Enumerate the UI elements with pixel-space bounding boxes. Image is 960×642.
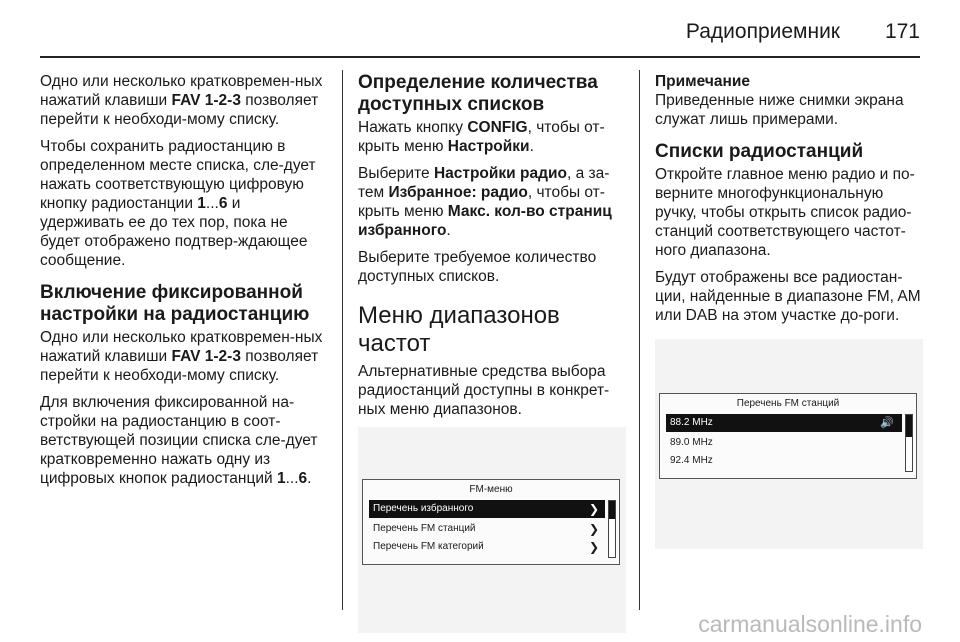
text: Одно или несколько кратковремен-ных нажатий клавиши xyxy=(40,73,323,109)
text: Нажать кнопку xyxy=(358,119,468,136)
watermark: carmanualsonline.info xyxy=(698,611,922,637)
paragraph xyxy=(40,72,328,129)
fm-station-list-screenshot xyxy=(655,339,923,549)
section-heading: Определение количества доступных списков xyxy=(358,72,598,115)
paragraph xyxy=(40,137,328,270)
text: Для включения фиксированной на-стройки на радиостанцию в соот-ветствующей позиции списка сле-дует кратковременно нажать одну из цифровых кнопок радиостанций xyxy=(40,394,318,487)
text: . xyxy=(446,222,451,239)
note-title: Примечание xyxy=(655,73,750,90)
menu-item-favorites[interactable] xyxy=(369,500,605,518)
menu-label: Макс. кол-во страниц избранного xyxy=(358,203,612,239)
text: и удерживать ее до тех пор, пока не будет отображено подтвер-ждающее сообщение. xyxy=(40,195,308,269)
key-label: 6 xyxy=(298,470,308,487)
chevron-right-icon: ❯ xyxy=(588,502,599,516)
menu-item-fm-stations[interactable] xyxy=(369,520,605,538)
scrollbar[interactable] xyxy=(905,414,913,472)
section-heading-large: Меню диапазонов частот xyxy=(358,302,560,357)
text: позволяет перейти к необходи-мому списку. xyxy=(40,348,319,384)
key-label: 1 xyxy=(197,195,206,212)
text: Чтобы сохранить радиостанцию в определенном месте списка, сле-дует нажать соответствующую цифровую кнопку радиостанции xyxy=(40,138,316,212)
menu-item-fm-categories[interactable] xyxy=(369,538,605,556)
column-1 xyxy=(40,72,328,496)
text: позволяет перейти к необходи-мому списку. xyxy=(40,92,319,128)
screen-title: FM-меню xyxy=(469,484,513,495)
menu-label: Избранное: радио xyxy=(388,184,528,201)
key-label: 1 xyxy=(276,470,286,487)
menu-item-label: Перечень FM категорий xyxy=(373,541,484,552)
chevron-right-icon: ❯ xyxy=(588,540,599,554)
scroll-thumb[interactable] xyxy=(609,501,615,519)
station-item[interactable] xyxy=(666,434,902,452)
station-item[interactable] xyxy=(666,452,902,470)
page-number: 171 xyxy=(884,20,920,43)
text: , чтобы от-крыть меню xyxy=(358,119,605,155)
column-divider-2 xyxy=(639,70,640,610)
section-heading: Включение фиксированной настройки на радиостанцию xyxy=(40,282,310,325)
text: , чтобы от-крыть меню xyxy=(358,184,605,220)
text: Одно или несколько кратковремен-ных нажатий клавиши xyxy=(40,329,323,365)
key-label: CONFIG xyxy=(467,119,528,136)
text: ... xyxy=(205,195,219,212)
text: Выберите xyxy=(358,165,434,182)
screen-title: Перечень FM станций xyxy=(736,398,840,409)
station-frequency: 89.0 MHz xyxy=(670,437,713,448)
section-heading: Списки радиостанций xyxy=(655,141,864,162)
scrollbar[interactable] xyxy=(608,500,616,558)
text: ... xyxy=(285,470,299,487)
text: , а за-тем xyxy=(358,165,610,201)
note-text: Приведенные ниже снимки экрана служат лишь примерами. xyxy=(655,92,904,128)
column-2 xyxy=(358,72,626,633)
paragraph: Будут отображены все радиостан-ции, найденные в диапазоне FM, AM или DAB на этом участке до-роги. xyxy=(655,269,921,324)
station-item[interactable] xyxy=(666,414,902,432)
paragraph xyxy=(40,328,328,385)
paragraph: Откройте главное меню радио и по-верните многофункциональную ручку, чтобы открыть список радио-станций соответствующего частот-ного диапазона. xyxy=(655,166,915,259)
station-frequency: 88.2 MHz xyxy=(670,417,713,428)
page-title: Радиоприемник xyxy=(685,20,840,43)
paragraph: Альтернативные средства выбора радиостанций доступны в конкрет-ных меню диапазонов. xyxy=(358,363,610,418)
menu-item-label: Перечень FM станций xyxy=(373,523,476,534)
scroll-thumb[interactable] xyxy=(906,415,912,437)
screen-frame xyxy=(362,479,620,565)
header-rule xyxy=(40,56,920,58)
text: . xyxy=(529,138,534,155)
fm-menu-screenshot xyxy=(358,427,626,633)
station-frequency: 92.4 MHz xyxy=(670,455,713,466)
paragraph: Выберите требуемое количество доступных списков. xyxy=(358,249,597,285)
column-divider-1 xyxy=(342,70,343,610)
menu-item-label: Перечень избранного xyxy=(373,503,474,514)
speaker-icon: 🔊 xyxy=(880,417,894,429)
menu-label: Настройки радио xyxy=(433,165,567,182)
key-label: FAV 1-2-3 xyxy=(171,348,241,365)
paragraph xyxy=(358,118,626,156)
text: . xyxy=(307,470,312,487)
paragraph xyxy=(358,164,626,240)
screen-frame xyxy=(659,393,917,479)
menu-label: Настройки xyxy=(447,138,530,155)
column-3 xyxy=(655,72,923,549)
key-label: 6 xyxy=(218,195,228,212)
key-label: FAV 1-2-3 xyxy=(171,92,241,109)
chevron-right-icon: ❯ xyxy=(588,522,599,536)
paragraph xyxy=(40,393,328,488)
